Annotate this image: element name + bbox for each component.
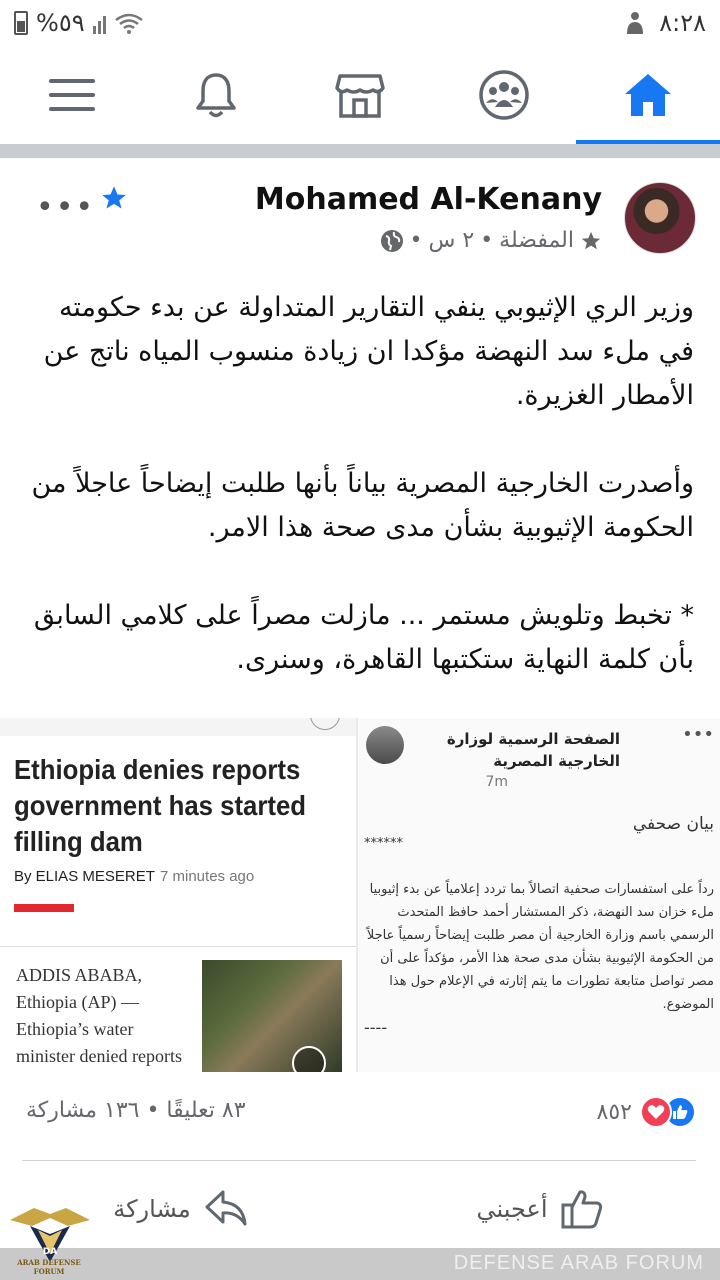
- love-reaction-icon: [640, 1096, 672, 1128]
- post-stats: [0, 1086, 720, 1142]
- post-time[interactable]: ٢ س: [428, 228, 475, 253]
- like-button[interactable]: [360, 1170, 720, 1248]
- favorite-star-button[interactable]: [100, 184, 128, 216]
- article-headline: Ethiopia denies reports government has started filling dam: [14, 754, 307, 857]
- post-actions: [0, 1170, 720, 1248]
- signal-icon: [93, 12, 106, 34]
- wifi-icon: [114, 12, 144, 34]
- meta-separator-2: •: [409, 228, 423, 253]
- notification-app-icon: [623, 10, 647, 36]
- globe-icon: [380, 229, 404, 253]
- svg-text:DA: DA: [42, 1247, 58, 1257]
- fb-page-avatar: [366, 726, 404, 764]
- groups-icon: [478, 69, 530, 121]
- like-label: أعجبني: [476, 1195, 548, 1223]
- post-meta: [380, 228, 602, 253]
- forum-logo-text: ARAB DEFENSE FORUM: [17, 1258, 81, 1276]
- article-lede: ADDIS ABABA, Ethiopia (AP) — Ethiopia’s water minister denied reports: [16, 965, 182, 1066]
- author-name[interactable]: Mohamed Al-Kenany: [254, 182, 602, 217]
- home-icon: [623, 72, 673, 118]
- nav-marketplace[interactable]: [288, 46, 432, 144]
- fb-post-body: رداً على استفسارات صحفية اتصالاً بما تردد إعلامياً عن بدء إثيوبيا ملء خزان سد النهضة، ذكر المستشار أحمد حافظ المتحدث الرسمي باسم وزارة الخارجية أن مصر طلبت إيضاحاً رسمياً عاجلاً من الحكومة الإثيوبية بشأن مدى صحة هذا الأمر، مؤكداً على أن مصر تواصل متابعة تطورات ما يتم إثارته في الإعلام حول هذا الموضوع.: [366, 882, 714, 1012]
- favorites-label: المفضلة: [499, 228, 574, 253]
- share-label: مشاركة: [113, 1195, 191, 1223]
- favorite-star-icon: [100, 184, 128, 212]
- bell-icon: [194, 71, 238, 119]
- top-nav: [0, 46, 720, 144]
- fb-post-label: بيان صحفي: [632, 814, 714, 834]
- article-divider: [0, 946, 356, 947]
- post-header: [0, 170, 720, 270]
- stats-divider: [22, 1160, 696, 1161]
- post-paragraph: وزير الري الإثيوبي ينفي التقارير المتداولة عن بدء حكومته في ملء سد النهضة مؤكدا ان زيادة منسوب المياه ناتج عن الأمطار الغزيرة.: [43, 292, 694, 411]
- comments-shares-count[interactable]: ٨٣ تعليقًا • ١٣٦ مشاركة: [26, 1098, 246, 1123]
- post-paragraph: * تخبط وتلويش مستمر ... مازلت مصراً على كلامي السابق بأن كلمة النهاية ستكتبها القاهرة، وسنرى.: [33, 600, 694, 675]
- article-top-strip: [0, 718, 356, 736]
- share-icon: [205, 1190, 247, 1228]
- fb-post-dash: ----: [364, 1018, 388, 1037]
- author-avatar[interactable]: [624, 182, 696, 254]
- news-article-screenshot: [0, 718, 356, 1072]
- more-options-button[interactable]: •••: [36, 190, 96, 225]
- status-time-area: [623, 9, 706, 37]
- fb-more-icon: •••: [682, 724, 714, 745]
- post-image[interactable]: [0, 718, 720, 1072]
- nav-menu[interactable]: [0, 46, 144, 144]
- nav-notifications[interactable]: [144, 46, 288, 144]
- photo-next-icon: [292, 1046, 326, 1072]
- fb-post-time: 7m: [485, 774, 508, 790]
- battery-percent: %٥٩: [36, 9, 85, 37]
- nav-home[interactable]: [576, 46, 720, 144]
- watermark-bar: [0, 1248, 720, 1280]
- nav-groups[interactable]: [432, 46, 576, 144]
- fb-post-stars: ******: [364, 836, 403, 851]
- article-red-bar: [14, 904, 74, 912]
- status-time: ٨:٢٨: [659, 9, 706, 37]
- reactions-summary[interactable]: [597, 1096, 696, 1128]
- post-text: [22, 286, 694, 682]
- reactions-count: ٨٥٢: [596, 1099, 632, 1125]
- meta-separator: •: [480, 228, 494, 253]
- marketplace-icon: [335, 72, 385, 118]
- feed-separator: [0, 144, 720, 158]
- status-bar: [0, 0, 720, 46]
- article-time: 7 minutes ago: [160, 868, 255, 885]
- battery-icon: [14, 11, 28, 35]
- star-icon: [580, 230, 602, 252]
- thumbs-up-icon: [561, 1189, 603, 1229]
- article-byline: By ELIAS MESERET: [14, 868, 155, 885]
- fb-page-name: الصفحة الرسمية لوزارة الخارجية المصرية: [446, 730, 620, 770]
- facebook-post-screenshot: [358, 718, 720, 1072]
- post-paragraph: وأصدرت الخارجية المصرية بياناً بأنها طلبت إيضاحاً عاجلاً من الحكومة الإثيوبية بشأن مدى صحة هذا الامر.: [31, 468, 694, 543]
- watermark-text: DEFENSE ARAB FORUM: [453, 1252, 704, 1274]
- status-indicators: [14, 9, 144, 37]
- menu-icon: [49, 77, 95, 113]
